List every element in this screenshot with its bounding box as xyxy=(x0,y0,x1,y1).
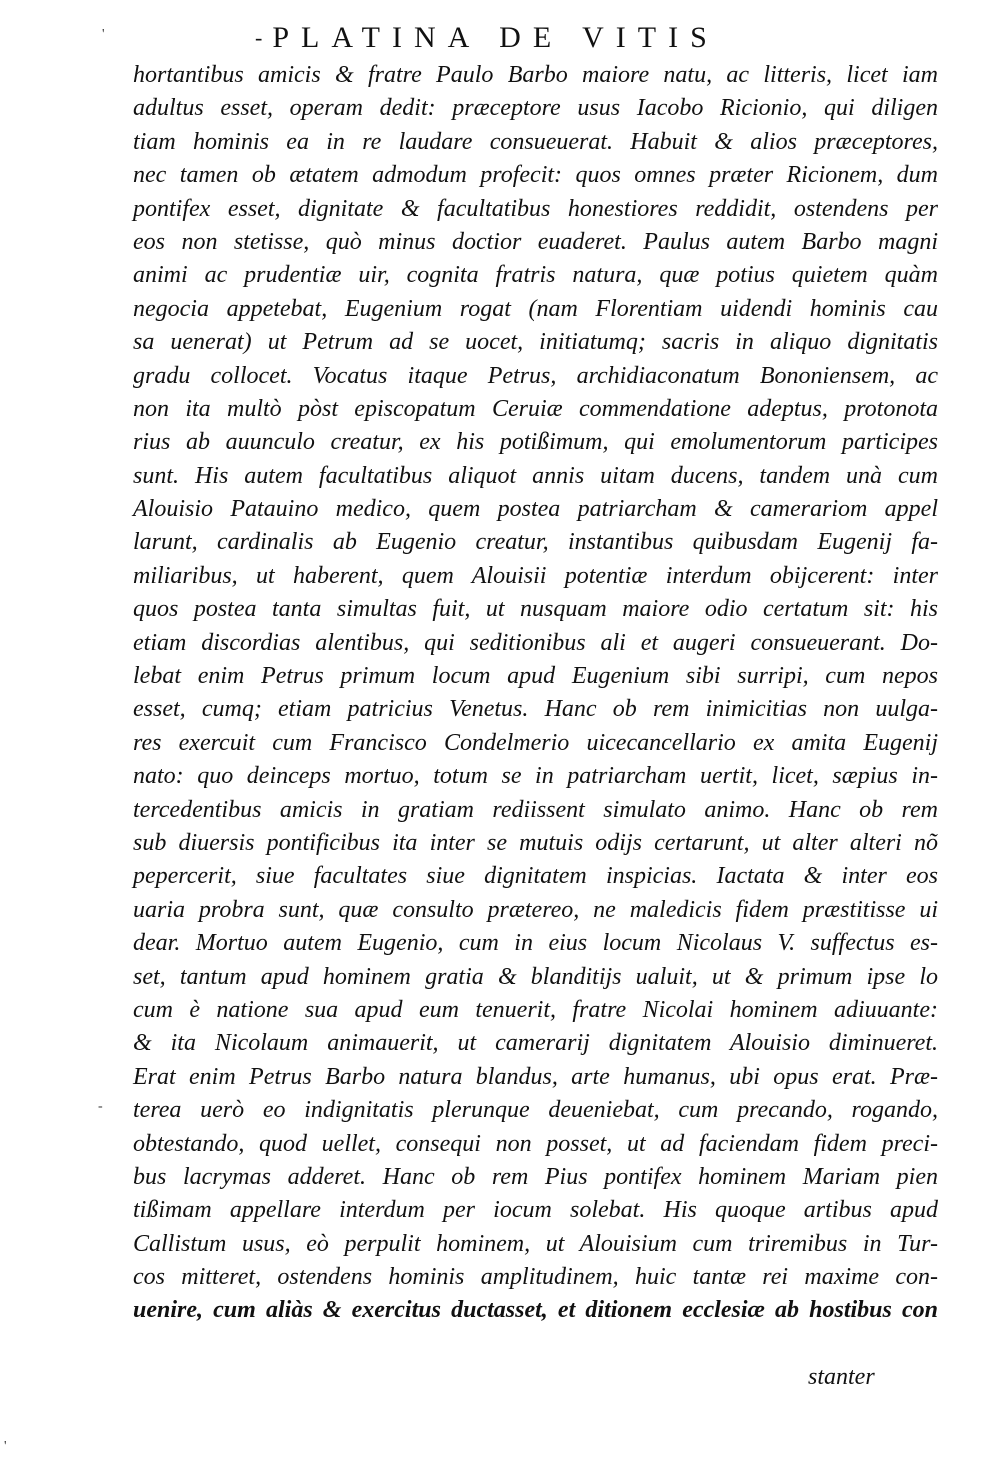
catchword: stanter xyxy=(808,1364,875,1390)
text-line-15: larunt, cardinalis ab Eugenio creatur, instantibus quibusdam Eugenij fa- xyxy=(133,529,938,556)
text-line-14: Alouisio Patauino medico, quem postea patriarcham & camerariom appel xyxy=(133,496,938,523)
text-line-37: cos mitteret, ostendens hominis amplitudinem, huic tantæ rei maxime con- xyxy=(133,1264,938,1291)
running-head-dash: - xyxy=(255,25,263,50)
text-line-17: quos postea tanta simultas fuit, ut nusquam maiore odio certatum sit: his xyxy=(133,596,938,623)
text-line-25: pepercerit, siue facultates siue dignitatem inspicias. Iactata & inter eos xyxy=(133,863,938,890)
text-line-9: sa uenerat) ut Petrum ad se uocet, initiatumq; sacris in aliquo dignitatis xyxy=(133,329,938,356)
text-line-20: esset, cumq; etiam patricius Venetus. Hanc ob rem inimicitias non uulga- xyxy=(133,696,938,723)
text-line-30: & ita Nicolaum animauerit, ut camerarij dignitatem Alouisio diminueret. xyxy=(133,1030,938,1057)
text-line-26: uaria probra sunt, quæ consulto prætereo, ne maledicis fidem præstitisse ui xyxy=(133,896,938,923)
margin-mark-bottom: ' xyxy=(4,1439,7,1454)
text-line-32: terea uerò eo indignitatis plerunque deueniebat, cum precando, rogando, xyxy=(133,1097,938,1124)
text-line-2: adultus esset, operam dedit: præceptore usus Iacobo Ricionio, qui diligen xyxy=(133,95,938,122)
text-line-3: tiam hominis ea in re laudare consueuerat. Habuit & alios præceptores, xyxy=(133,128,938,155)
text-line-7: animi ac prudentiæ uir, cognita fratris natura, quæ potius quietem quàm xyxy=(133,262,938,289)
text-line-23: tercedentibus amicis in gratiam rediissent simulato animo. Hanc ob rem xyxy=(133,796,938,823)
text-line-4: nec tamen ob ætatem admodum profecit: quos omnes præter Ricionem, dum xyxy=(133,162,938,189)
text-line-11: non ita multò pòst episcopatum Ceruiæ commendatione adeptus, protonota xyxy=(133,395,938,422)
text-line-8: negocia appetebat, Eugenium rogat (nam Florentiam uidendi hominis cau xyxy=(133,295,938,322)
text-line-12: rius ab auunculo creatur, ex his potißimum, qui emolumentorum participes xyxy=(133,429,938,456)
text-line-33: obtestando, quod uellet, consequi non posset, ut ad faciendam fidem preci- xyxy=(133,1130,938,1157)
body-text xyxy=(133,59,938,1328)
text-line-31: Erat enim Petrus Barbo natura blandus, arte humanus, ubi opus erat. Præ- xyxy=(133,1063,938,1090)
text-line-36: Callistum usus, eò perpulit hominem, ut Alouisium cum triremibus in Tur- xyxy=(133,1230,938,1257)
text-line-27: dear. Mortuo autem Eugenio, cum in eius locum Nicolaus V. suffectus es- xyxy=(133,930,938,957)
text-line-34: bus lacrymas adderet. Hanc ob rem Pius pontifex hominem Mariam pien xyxy=(133,1163,938,1190)
text-line-16: miliaribus, ut haberent, quem Alouisii potentiæ interdum obijcerent: inter xyxy=(133,562,938,589)
text-line-19: lebat enim Petrus primum locum apud Eugenium sibi surripi, cum nepos xyxy=(133,663,938,690)
margin-mark-middle: - xyxy=(98,1099,103,1114)
text-line-10: gradu collocet. Vocatus itaque Petrus, archidiaconatum Bononiensem, ac xyxy=(133,362,938,389)
text-line-21: res exercuit cum Francisco Condelmerio uicecancellario ex amita Eugenij xyxy=(133,729,938,756)
text-line-35: tißimam appellare interdum per iocum solebat. His quoque artibus apud xyxy=(133,1197,938,1224)
text-line-22: nato: quo deinceps mortuo, totum se in patriarcham uertit, licet, sæpius in- xyxy=(133,763,938,790)
text-line-18: etiam discordias alentibus, qui seditionibus ali et augeri consueuerant. Do- xyxy=(133,629,938,656)
margin-mark-top: ' xyxy=(102,27,105,42)
text-line-5: pontifex esset, dignitate & facultatibus honestiores reddidit, ostendens per xyxy=(133,195,938,222)
text-line-13: sunt. His autem facultatibus aliquot annis uitam ducens, tandem unà cum xyxy=(133,462,938,489)
text-line-29: cum è natione sua apud eum tenuerit, fratre Nicolai hominem adiuuante: xyxy=(133,996,938,1023)
text-line-28: set, tantum apud hominem gratia & blanditijs ualuit, ut & primum ipse lo xyxy=(133,963,938,990)
running-head xyxy=(255,18,815,58)
text-line-6: eos non stetisse, quò minus doctior euaderet. Paulus autem Barbo magni xyxy=(133,228,938,255)
text-line-38: uenire, cum aliàs & exercitus ductasset, et ditionem ecclesiæ ab hostibus con xyxy=(133,1297,938,1324)
text-line-24: sub diuersis pontificibus ita inter se mutuis odijs certarunt, ut alter alteri nõ xyxy=(133,829,938,856)
text-line-1: hortantibus amicis & fratre Paulo Barbo maiore natu, ac litteris, licet iam xyxy=(133,62,938,88)
running-head-title: PLATINA DE VITIS xyxy=(272,21,719,54)
